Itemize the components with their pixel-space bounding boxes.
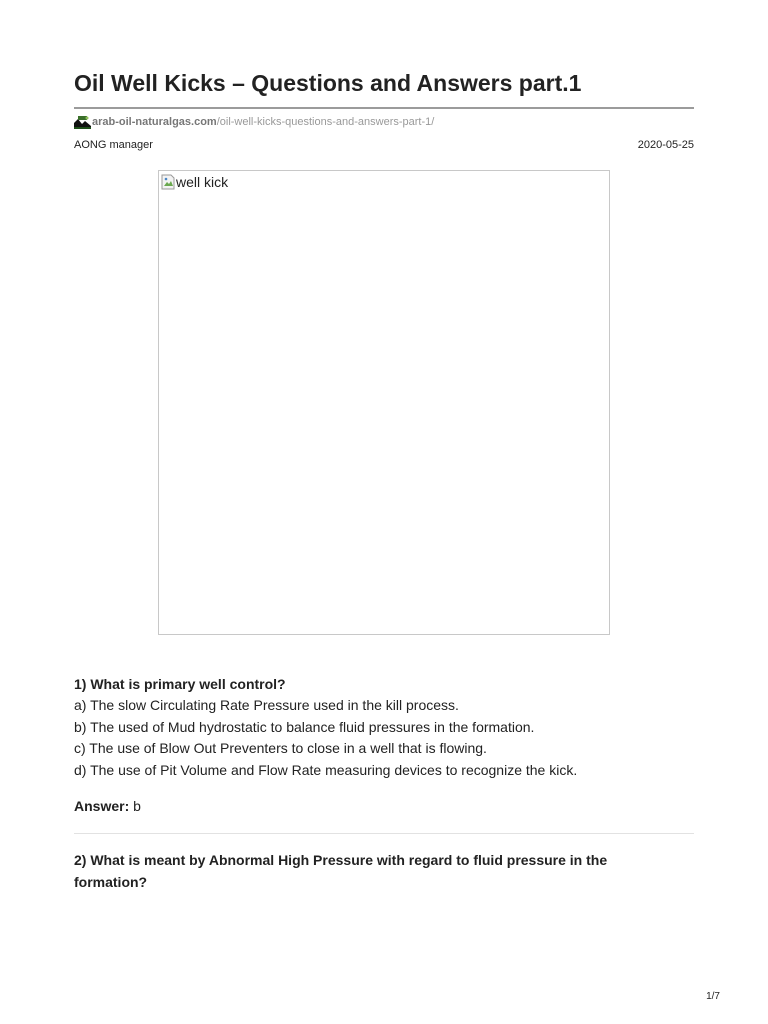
question-title-line-2: formation? xyxy=(74,874,148,890)
broken-image-icon xyxy=(161,174,175,190)
question-title-line-1: 2) What is meant by Abnormal High Pressure with regard to fluid pressure in the xyxy=(74,852,608,868)
answer-option-a: a) The slow Circulating Rate Pressure used in the kill process. xyxy=(74,697,459,713)
image-alt-text: well kick xyxy=(176,174,229,190)
question-divider xyxy=(74,833,694,834)
title-divider xyxy=(74,107,694,109)
source-path: /oil-well-kicks-questions-and-answers-part-1/ xyxy=(216,116,435,128)
answer-option-b: b) The used of Mud hydrostatic to balance fluid pressures in the formation. xyxy=(74,718,535,735)
question-2 xyxy=(74,849,694,893)
answer-option-d: d) The use of Pit Volume and Flow Rate measuring devices to recognize the kick. xyxy=(74,761,578,778)
question-1-answer xyxy=(74,796,694,817)
source-link[interactable] xyxy=(74,115,434,129)
answer-option-c: c) The use of Blow Out Preventers to close in a well that is flowing. xyxy=(74,740,487,756)
question-title: 1) What is primary well control? xyxy=(74,676,286,692)
answer-value: b xyxy=(129,798,141,814)
article-title: Oil Well Kicks – Questions and Answers part.1 xyxy=(74,70,582,96)
question-1 xyxy=(74,673,694,781)
answer-label: Answer: xyxy=(74,798,130,814)
page-number: 1/7 xyxy=(706,991,720,1002)
publish-date: 2020-05-25 xyxy=(637,139,694,151)
article-meta xyxy=(74,139,694,151)
broken-image-placeholder xyxy=(161,174,228,190)
site-favicon-icon xyxy=(74,115,91,129)
source-domain: arab-oil-naturalgas.com xyxy=(92,116,217,128)
author-name: AONG manager xyxy=(74,139,153,151)
article-image xyxy=(158,170,610,635)
